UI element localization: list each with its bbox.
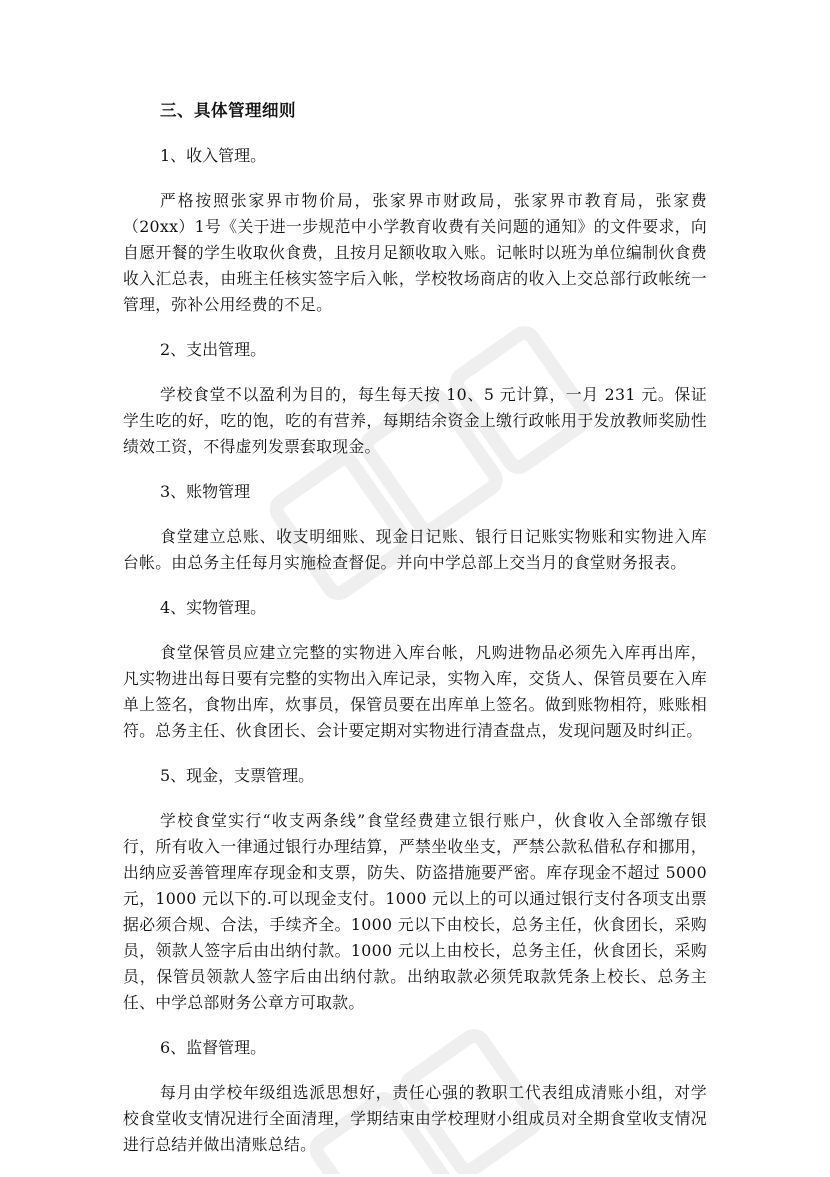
expense-heading: 2、支出管理。 [160,340,267,359]
accounts-heading: 3、账物管理 [160,482,251,501]
section-title: 三、具体管理细则 [160,101,296,120]
document-body [123,98,707,1177]
supervision-paragraph: 每月由学校年级组选派思想好，责任心强的教职工代表组成清账小组，对学校食堂收支情况进行全面清理，学期结束由学校理财小组成员对全期食堂收支情况进行总结并做出清账总结。 [123,1083,707,1154]
cash-cheque-paragraph: 学校食堂实行“收支两条线”食堂经费建立银行账户，伙食收入全部缴存银行，所有收入一律通过银行办理结算，严禁坐收坐支，严禁公款私借私存和挪用，出纳应妥善管理库存现金和支票，防失、防盗措施要严密。库存现金不超过 5000 元，1000 元以下的.可以现金支付。1000 元以上的可以通过银行支付各项支出票据必须合规、合法，手续齐全。1000 元以下由校长，总务主任，伙食团长，采购员，领款人签字后由出纳付款。1000 元以上由校长，总务主任，伙食团长，采购员，保管员领款人签字后由出纳付款。出纳取款必须凭取款凭条上校长、总务主任、中学总部财务公章方可取款。 [123,811,707,1012]
cash-cheque-heading: 5、现金，支票管理。 [160,766,315,785]
supervision-heading: 6、监督管理。 [160,1038,267,1057]
accounts-paragraph: 食堂建立总账、收支明细账、现金日记账、银行日记账实物账和实物进入库台帐。由总务主任每月实施检查督促。并向中学总部上交当月的食堂财务报表。 [123,527,707,572]
inventory-paragraph: 食堂保管员应建立完整的实物进入库台帐，凡购进物品必须先入库再出库，凡实物进出每日要有完整的实物出入库记录，实物入库，交货人、保管员要在入库单上签名，食物出库，炊事员，保管员要在出库单上签名。做到账物相符，账账相符。总务主任、伙食团长、会计要定期对实物进行清查盘点，发现问题及时纠正。 [123,643,707,740]
inventory-heading: 4、实物管理。 [160,598,267,617]
income-heading: 1、收入管理。 [160,146,267,165]
expense-paragraph: 学校食堂不以盈利为目的，每生每天按 10、5 元计算，一月 231 元。保证学生吃的好，吃的饱，吃的有营养，每期结余资金上缴行政帐用于发放教师奖励性绩效工资，不得虚列发票套取现金。 [123,385,707,456]
income-paragraph: 严格按照张家界市物价局，张家界市财政局，张家界市教育局，张家费（20xx）1号《关于进一步规范中小学教育收费有关问题的通知》的文件要求，向自愿开餐的学生收取伙食费，且按月足额收取入账。记帐时以班为单位编制伙食费收入汇总表，由班主任核实签字后入帐，学校牧场商店的收入上交总部行政帐统一管理，弥补公用经费的不足。 [123,191,707,314]
